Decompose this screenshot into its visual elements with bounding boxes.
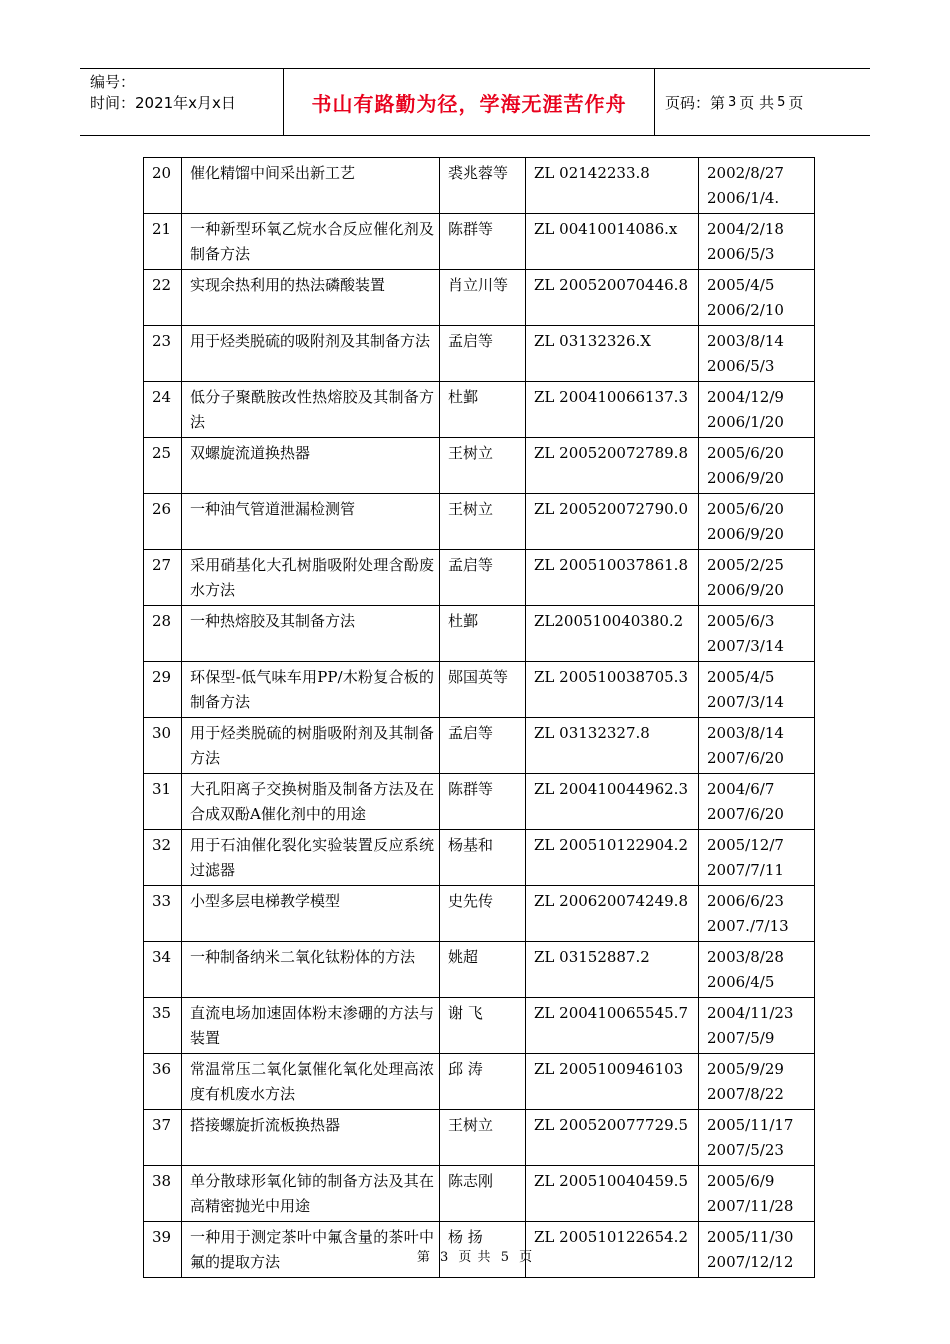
patent-number: ZL 2005100946103	[534, 1060, 684, 1078]
table-row	[144, 158, 815, 214]
dates-cell	[699, 1166, 815, 1222]
patent-name-cell	[182, 214, 440, 270]
row-number: 23	[152, 332, 172, 350]
patent-number-cell	[526, 382, 699, 438]
patent-number: ZL 200520070446.8	[534, 276, 688, 294]
page-footer	[0, 1246, 950, 1265]
patent-name-cell	[182, 886, 440, 942]
inventor-cell	[440, 158, 526, 214]
patent-name: 实现余热利用的热法磷酸装置	[190, 276, 386, 294]
grant-date: 2006/5/3	[707, 245, 775, 263]
page-current: 3	[728, 94, 737, 110]
dates-cell	[699, 270, 815, 326]
inventor-cell	[440, 886, 526, 942]
header-meta	[80, 69, 283, 135]
inventor-cell	[440, 550, 526, 606]
footer-current: 3	[440, 1250, 450, 1265]
patent-name-cell	[182, 606, 440, 662]
row-number: 39	[152, 1228, 172, 1246]
table-row	[144, 438, 815, 494]
time-label: 时间：2021年x月x日	[90, 94, 236, 112]
inventor-cell	[440, 494, 526, 550]
row-number: 31	[152, 780, 172, 798]
row-number-cell	[144, 886, 182, 942]
inventor: 陈群等	[448, 780, 494, 798]
application-date: 2005/6/3	[707, 612, 775, 630]
table-row	[144, 942, 815, 998]
application-date: 2004/2/18	[707, 220, 784, 238]
patent-number-cell	[526, 830, 699, 886]
patent-name-cell	[182, 270, 440, 326]
dates-cell	[699, 774, 815, 830]
grant-date: 2007/5/23	[707, 1141, 784, 1159]
patent-number-cell	[526, 942, 699, 998]
application-date: 2004/12/9	[707, 388, 784, 406]
row-number-cell	[144, 382, 182, 438]
patent-number: ZL 200510038705.3	[534, 668, 688, 686]
row-number: 21	[152, 220, 172, 238]
inventor: 王树立	[448, 444, 494, 462]
application-date: 2005/4/5	[707, 276, 775, 294]
row-number: 28	[152, 612, 172, 630]
patent-name: 一种油气管道泄漏检测管	[190, 500, 356, 518]
dates-cell	[699, 494, 815, 550]
table-row	[144, 270, 815, 326]
row-number: 33	[152, 892, 172, 910]
patent-name: 一种用于测定茶叶中氟含量的茶叶中氟的提取方法	[190, 1228, 434, 1271]
patent-name: 小型多层电梯教学模型	[190, 892, 341, 910]
row-number-cell	[144, 830, 182, 886]
row-number: 24	[152, 388, 172, 406]
table-row	[144, 494, 815, 550]
inventor-cell	[440, 1054, 526, 1110]
row-number-cell	[144, 158, 182, 214]
table-row	[144, 718, 815, 774]
patent-name: 用于烃类脱硫的树脂吸附剂及其制备方法	[190, 724, 434, 767]
table-row	[144, 1166, 815, 1222]
row-number-cell	[144, 326, 182, 382]
patent-name: 环保型-低气味车用PP/木粉复合板的制备方法	[190, 668, 434, 711]
grant-date: 2007/12/12	[707, 1253, 794, 1271]
grant-date: 2006/4/5	[707, 973, 775, 991]
patent-name-cell	[182, 1166, 440, 1222]
row-number-cell	[144, 270, 182, 326]
table-row	[144, 1110, 815, 1166]
row-number-cell	[144, 214, 182, 270]
row-number: 25	[152, 444, 172, 462]
grant-date: 2006/9/20	[707, 581, 784, 599]
grant-date: 2006/9/20	[707, 525, 784, 543]
row-number: 36	[152, 1060, 172, 1078]
dates-cell	[699, 998, 815, 1054]
inventor: 王树立	[448, 1116, 494, 1134]
inventor-cell	[440, 662, 526, 718]
dates-cell	[699, 158, 815, 214]
patent-number: ZL 02142233.8	[534, 164, 650, 182]
inventor: 郧国英等	[448, 668, 509, 686]
footer-total: 5	[500, 1250, 510, 1265]
row-number: 38	[152, 1172, 172, 1190]
patent-number: ZL 200410066137.3	[534, 388, 688, 406]
inventor: 陈群等	[448, 220, 494, 238]
inventor-cell	[440, 382, 526, 438]
patent-name-cell	[182, 438, 440, 494]
patent-name-cell	[182, 494, 440, 550]
application-date: 2003/8/28	[707, 948, 784, 966]
patent-number-cell	[526, 158, 699, 214]
application-date: 2004/11/23	[707, 1004, 794, 1022]
application-date: 2005/9/29	[707, 1060, 784, 1078]
patent-name-cell	[182, 1054, 440, 1110]
patent-number: ZL 200510037861.8	[534, 556, 688, 574]
patent-table	[143, 157, 815, 1278]
header-motto: 书山有路勤为径，学海无涯苦作舟	[283, 69, 655, 135]
application-date: 2005/6/20	[707, 500, 784, 518]
patent-name: 单分散球形氧化铈的制备方法及其在高精密抛光中用途	[190, 1172, 434, 1215]
grant-date: 2006/1/4.	[707, 189, 780, 207]
patent-number: ZL 200510122654.2	[534, 1228, 688, 1246]
row-number: 22	[152, 276, 172, 294]
patent-number-cell	[526, 998, 699, 1054]
inventor: 王树立	[448, 500, 494, 518]
patent-name-cell	[182, 158, 440, 214]
patent-number: ZL 200520072789.8	[534, 444, 688, 462]
inventor-cell	[440, 774, 526, 830]
row-number-cell	[144, 998, 182, 1054]
table-row	[144, 326, 815, 382]
page-mid: 页 共	[739, 93, 775, 112]
patent-number-cell	[526, 494, 699, 550]
patent-number-cell	[526, 1054, 699, 1110]
inventor: 杨 扬	[448, 1228, 483, 1246]
table-row	[144, 774, 815, 830]
patent-number: ZL 03152887.2	[534, 948, 650, 966]
inventor-cell	[440, 1110, 526, 1166]
table-row	[144, 662, 815, 718]
grant-date: 2007./7/13	[707, 917, 789, 935]
patent-number-cell	[526, 1110, 699, 1166]
page-suffix: 页	[788, 93, 804, 112]
application-date: 2005/12/7	[707, 836, 784, 854]
dates-cell	[699, 382, 815, 438]
inventor: 姚超	[448, 948, 479, 966]
patent-name: 直流电场加速固体粉末渗硼的方法与装置	[190, 1004, 434, 1047]
patent-name: 常温常压二氧化氯催化氧化处理高浓度有机废水方法	[190, 1060, 434, 1103]
patent-name-cell	[182, 326, 440, 382]
dates-cell	[699, 438, 815, 494]
patent-table-body	[144, 158, 815, 1278]
table-row	[144, 382, 815, 438]
inventor: 肖立川等	[448, 276, 509, 294]
patent-number: ZL 03132326.X	[534, 332, 651, 350]
patent-number-cell	[526, 718, 699, 774]
patent-name: 催化精馏中间采出新工艺	[190, 164, 356, 182]
inventor: 谢 飞	[448, 1004, 483, 1022]
dates-cell	[699, 550, 815, 606]
patent-number: ZL 200520077729.5	[534, 1116, 688, 1134]
page-total: 5	[777, 94, 786, 110]
patent-number: ZL 03132327.8	[534, 724, 650, 742]
dates-cell	[699, 606, 815, 662]
patent-number-cell	[526, 438, 699, 494]
application-date: 2003/8/14	[707, 332, 784, 350]
application-date: 2006/6/23	[707, 892, 784, 910]
row-number: 32	[152, 836, 172, 854]
patent-number: ZL 00410014086.x	[534, 220, 678, 238]
inventor: 陈志刚	[448, 1172, 494, 1190]
grant-date: 2007/6/20	[707, 805, 784, 823]
row-number: 29	[152, 668, 172, 686]
patent-number: ZL 200620074249.8	[534, 892, 688, 910]
application-date: 2003/8/14	[707, 724, 784, 742]
row-number-cell	[144, 662, 182, 718]
patent-number-cell	[526, 606, 699, 662]
row-number-cell	[144, 494, 182, 550]
inventor-cell	[440, 942, 526, 998]
page-prefix: 页码：第	[665, 93, 726, 112]
row-number-cell	[144, 718, 182, 774]
row-number-cell	[144, 1054, 182, 1110]
row-number-cell	[144, 606, 182, 662]
patent-name-cell	[182, 942, 440, 998]
patent-number: ZL 200520072790.0	[534, 500, 688, 518]
row-number-cell	[144, 1166, 182, 1222]
row-number: 35	[152, 1004, 172, 1022]
row-number: 26	[152, 500, 172, 518]
patent-name: 双螺旋流道换热器	[190, 444, 311, 462]
inventor-cell	[440, 270, 526, 326]
inventor-cell	[440, 718, 526, 774]
inventor: 邱 涛	[448, 1060, 483, 1078]
inventor-cell	[440, 438, 526, 494]
table-row	[144, 830, 815, 886]
patent-name: 一种制备纳米二氧化钛粉体的方法	[190, 948, 416, 966]
inventor-cell	[440, 998, 526, 1054]
inventor-cell	[440, 1166, 526, 1222]
application-date: 2002/8/27	[707, 164, 784, 182]
grant-date: 2007/3/14	[707, 637, 784, 655]
row-number: 20	[152, 164, 172, 182]
serial-label: 编号：	[90, 73, 136, 91]
patent-name-cell	[182, 1110, 440, 1166]
patent-number-cell	[526, 326, 699, 382]
row-number: 30	[152, 724, 172, 742]
patent-number-cell	[526, 270, 699, 326]
dates-cell	[699, 886, 815, 942]
row-number-cell	[144, 438, 182, 494]
application-date: 2005/6/20	[707, 444, 784, 462]
grant-date: 2006/2/10	[707, 301, 784, 319]
patent-number-cell	[526, 550, 699, 606]
patent-name: 一种新型环氧乙烷水合反应催化剂及制备方法	[190, 220, 434, 263]
dates-cell	[699, 718, 815, 774]
row-number-cell	[144, 942, 182, 998]
dates-cell	[699, 1110, 815, 1166]
table-row	[144, 214, 815, 270]
inventor: 孟启等	[448, 332, 494, 350]
grant-date: 2007/3/14	[707, 693, 784, 711]
patent-name-cell	[182, 550, 440, 606]
application-date: 2005/2/25	[707, 556, 784, 574]
patent-number-cell	[526, 214, 699, 270]
patent-name-cell	[182, 774, 440, 830]
inventor-cell	[440, 606, 526, 662]
dates-cell	[699, 662, 815, 718]
patent-name: 一种热熔胶及其制备方法	[190, 612, 356, 630]
grant-date: 2007/11/28	[707, 1197, 794, 1215]
patent-name: 用于石油催化裂化实验装置反应系统过滤器	[190, 836, 434, 879]
table-row	[144, 1054, 815, 1110]
patent-name: 搭接螺旋折流板换热器	[190, 1116, 341, 1134]
table-row	[144, 998, 815, 1054]
patent-name-cell	[182, 382, 440, 438]
dates-cell	[699, 326, 815, 382]
inventor: 孟启等	[448, 724, 494, 742]
table-row	[144, 886, 815, 942]
patent-name-cell	[182, 718, 440, 774]
application-date: 2004/6/7	[707, 780, 775, 798]
inventor: 史先传	[448, 892, 494, 910]
application-date: 2005/11/30	[707, 1228, 794, 1246]
inventor-cell	[440, 830, 526, 886]
patent-name: 低分子聚酰胺改性热熔胶及其制备方法	[190, 388, 434, 431]
patent-name-cell	[182, 998, 440, 1054]
table-row	[144, 550, 815, 606]
inventor-cell	[440, 214, 526, 270]
application-date: 2005/6/9	[707, 1172, 775, 1190]
grant-date: 2007/6/20	[707, 749, 784, 767]
patent-number: ZL 200510040459.5	[534, 1172, 688, 1190]
patent-name-cell	[182, 830, 440, 886]
application-date: 2005/4/5	[707, 668, 775, 686]
patent-number-cell	[526, 1166, 699, 1222]
dates-cell	[699, 214, 815, 270]
grant-date: 2006/5/3	[707, 357, 775, 375]
patent-number: ZL200510040380.2	[534, 612, 684, 630]
patent-name: 采用硝基化大孔树脂吸附处理含酚废水方法	[190, 556, 434, 599]
dates-cell	[699, 942, 815, 998]
patent-number-cell	[526, 774, 699, 830]
patent-number: ZL 200410065545.7	[534, 1004, 688, 1022]
inventor: 裘兆蓉等	[448, 164, 509, 182]
dates-cell	[699, 1054, 815, 1110]
inventor: 杨基和	[448, 836, 494, 854]
grant-date: 2006/9/20	[707, 469, 784, 487]
row-number: 27	[152, 556, 172, 574]
row-number: 37	[152, 1116, 172, 1134]
patent-name-cell	[182, 662, 440, 718]
footer-suffix: 页	[519, 1250, 534, 1265]
grant-date: 2007/5/9	[707, 1029, 775, 1047]
patent-number: ZL 200410044962.3	[534, 780, 688, 798]
grant-date: 2006/1/20	[707, 413, 784, 431]
patent-name: 大孔阳离子交换树脂及制备方法及在合成双酚A催化剂中的用途	[190, 780, 434, 823]
footer-mid: 页 共	[458, 1250, 492, 1265]
header-page-number	[655, 69, 870, 135]
patent-name: 用于烃类脱硫的吸附剂及其制备方法	[190, 332, 431, 350]
grant-date: 2007/8/22	[707, 1085, 784, 1103]
inventor: 杜鄞	[448, 612, 479, 630]
row-number-cell	[144, 774, 182, 830]
patent-number: ZL 200510122904.2	[534, 836, 688, 854]
patent-number-cell	[526, 886, 699, 942]
inventor: 杜鄞	[448, 388, 479, 406]
application-date: 2005/11/17	[707, 1116, 794, 1134]
grant-date: 2007/7/11	[707, 861, 784, 879]
dates-cell	[699, 830, 815, 886]
patent-number-cell	[526, 662, 699, 718]
inventor: 孟启等	[448, 556, 494, 574]
row-number: 34	[152, 948, 172, 966]
row-number-cell	[144, 1110, 182, 1166]
inventor-cell	[440, 326, 526, 382]
table-row	[144, 606, 815, 662]
footer-prefix: 第	[416, 1250, 431, 1265]
page-header	[80, 68, 870, 136]
row-number-cell	[144, 550, 182, 606]
